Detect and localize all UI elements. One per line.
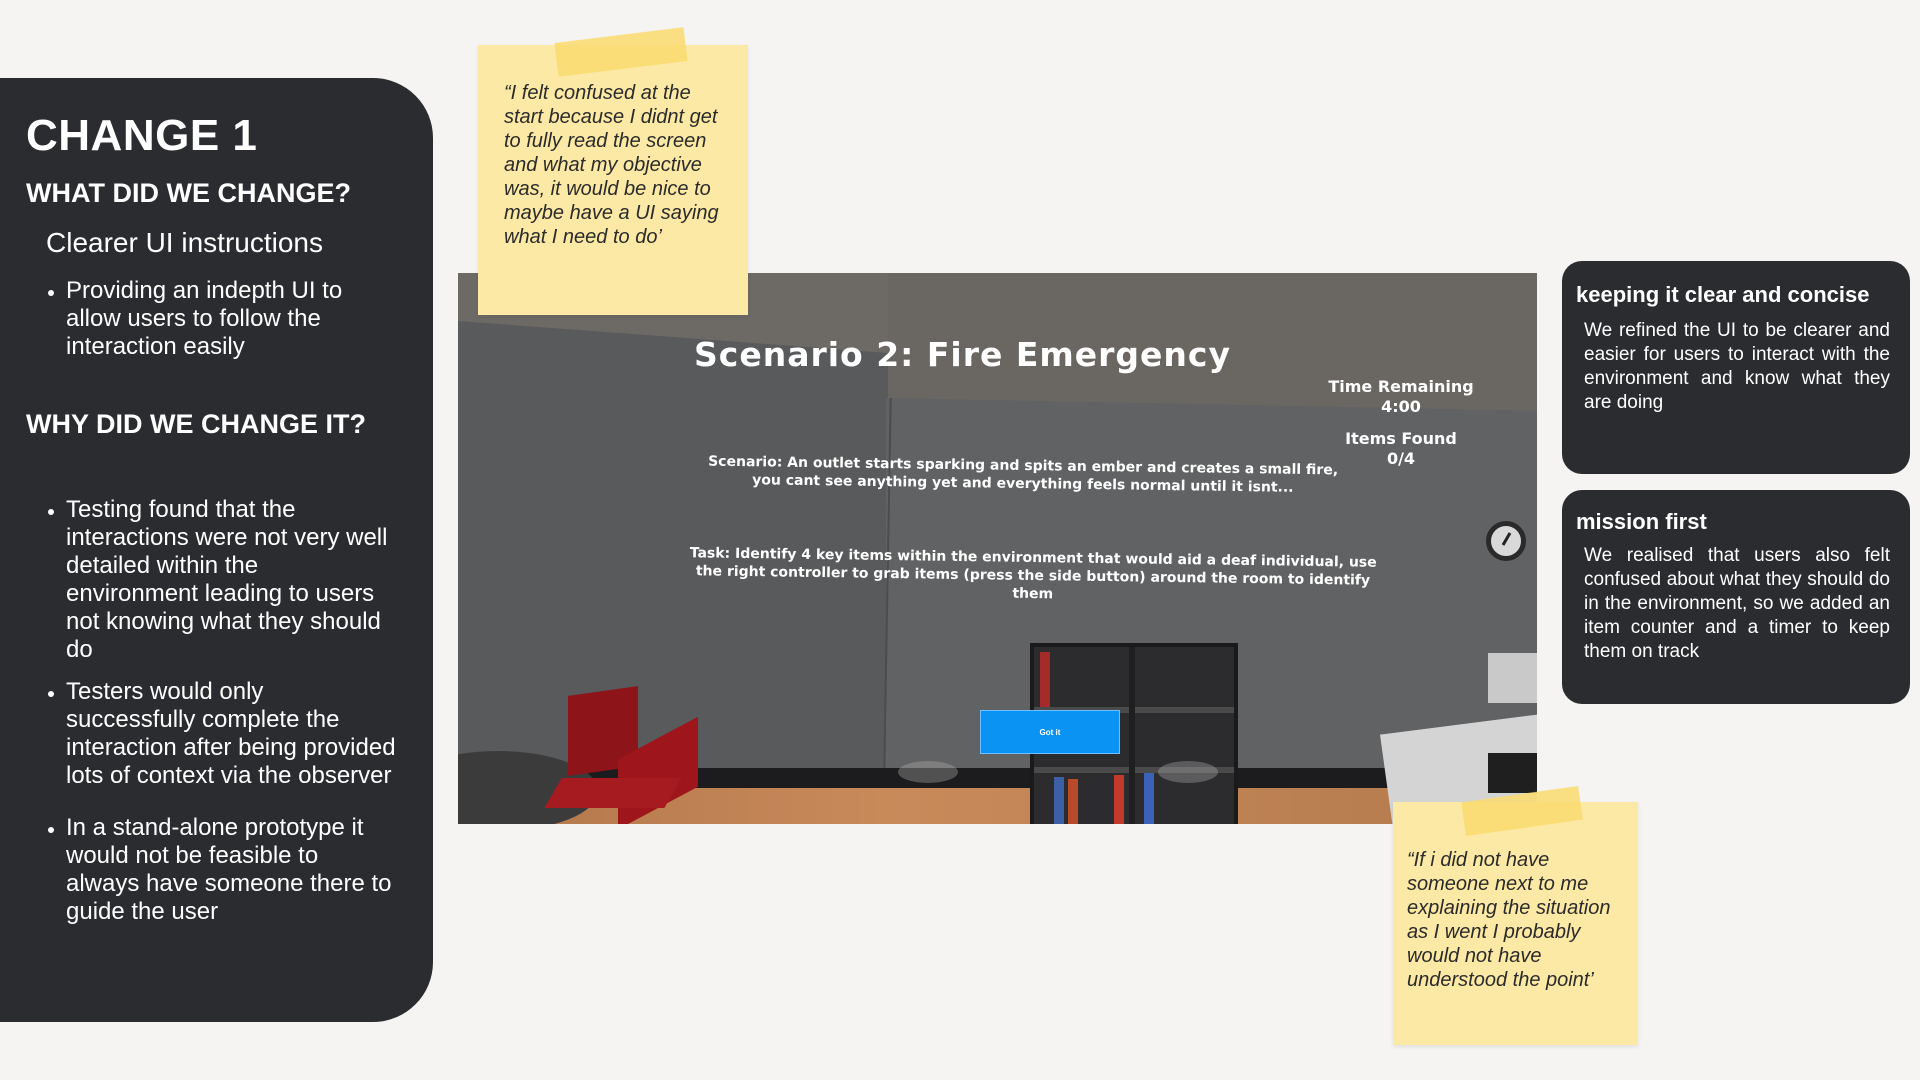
- what-changed-heading: WHAT DID WE CHANGE?: [26, 178, 351, 208]
- task-description: Task: Identify 4 key items within the environment that would aid a deaf individual, use the right controller to grab items (press the side button) around the room to identify them: [689, 545, 1377, 603]
- quote-text: “I felt confused at the start because I didnt get to fully read the screen and what my objective was, it would be nice to maybe have a UI saying what I need to do’: [504, 82, 719, 248]
- item-counter: [1316, 429, 1486, 469]
- list-item: Testing found that the interactions were not very well detailed within the environment leading to users not knowing what they should do: [46, 496, 396, 664]
- why-changed-list: [26, 496, 433, 926]
- list-item: Testers would only successfully complete the interaction after being provided lots of context via the observer: [46, 678, 396, 790]
- card-body: We realised that users also felt confused about what they should do in the environment, so we added an item counter and a timer to keep them on track: [1584, 545, 1890, 663]
- quote-sticky-note-bottom: [1393, 802, 1638, 1045]
- scene-cabinet: [1488, 753, 1537, 793]
- book: [1068, 779, 1078, 824]
- timer-label: Time Remaining: [1328, 377, 1474, 396]
- info-card-mission-first: [1562, 490, 1910, 704]
- book: [1114, 775, 1124, 824]
- item-counter-label: Items Found: [1345, 429, 1457, 448]
- quote-sticky-note-top: [478, 45, 748, 315]
- change-panel: [0, 78, 433, 1022]
- scene-monitor: [1488, 653, 1537, 703]
- card-title: keeping it clear and concise: [1576, 282, 1870, 307]
- timer-display: [1316, 377, 1486, 417]
- book: [1144, 773, 1154, 824]
- scenario-description: Scenario: An outlet starts sparking and spits an ember and creates a small fire, you cant see anything yet and everything feels normal until it isnt...: [708, 453, 1339, 496]
- item-counter-value: 0/4: [1386, 449, 1416, 468]
- why-changed-heading: WHY DID WE CHANGE IT?: [26, 409, 366, 439]
- what-changed-list: [26, 277, 433, 361]
- book: [1040, 652, 1050, 707]
- clock-icon: [1486, 521, 1526, 561]
- quote-text: “If i did not have someone next to me explaining the situation as I went I probably would not have understood the point’: [1407, 849, 1611, 991]
- controller-hand-icon: [1158, 761, 1218, 783]
- list-item: In a stand-alone prototype it would not be feasible to always have someone there to guide the user: [46, 814, 396, 926]
- got-it-button[interactable]: Got it: [980, 710, 1120, 754]
- tape-decoration: [554, 27, 687, 77]
- controller-hand-icon: [898, 761, 958, 783]
- shelf-divider: [1129, 647, 1135, 824]
- card-title: mission first: [1576, 509, 1707, 534]
- info-card-clear-concise: [1562, 261, 1910, 474]
- vr-screenshot: [458, 273, 1537, 824]
- list-item: Providing an indepth UI to allow users to follow the interaction easily: [46, 277, 396, 361]
- change-title: CHANGE 1: [26, 111, 258, 160]
- scene-chair-seat: [544, 778, 681, 808]
- scenario-title: Scenario 2: Fire Emergency: [693, 335, 1232, 374]
- timer-value: 4:00: [1381, 397, 1421, 416]
- card-body: We refined the UI to be clearer and easier for users to interact with the environment and know what they are doing: [1584, 320, 1890, 414]
- book: [1054, 777, 1064, 824]
- change-subheading: Clearer UI instructions: [46, 227, 323, 258]
